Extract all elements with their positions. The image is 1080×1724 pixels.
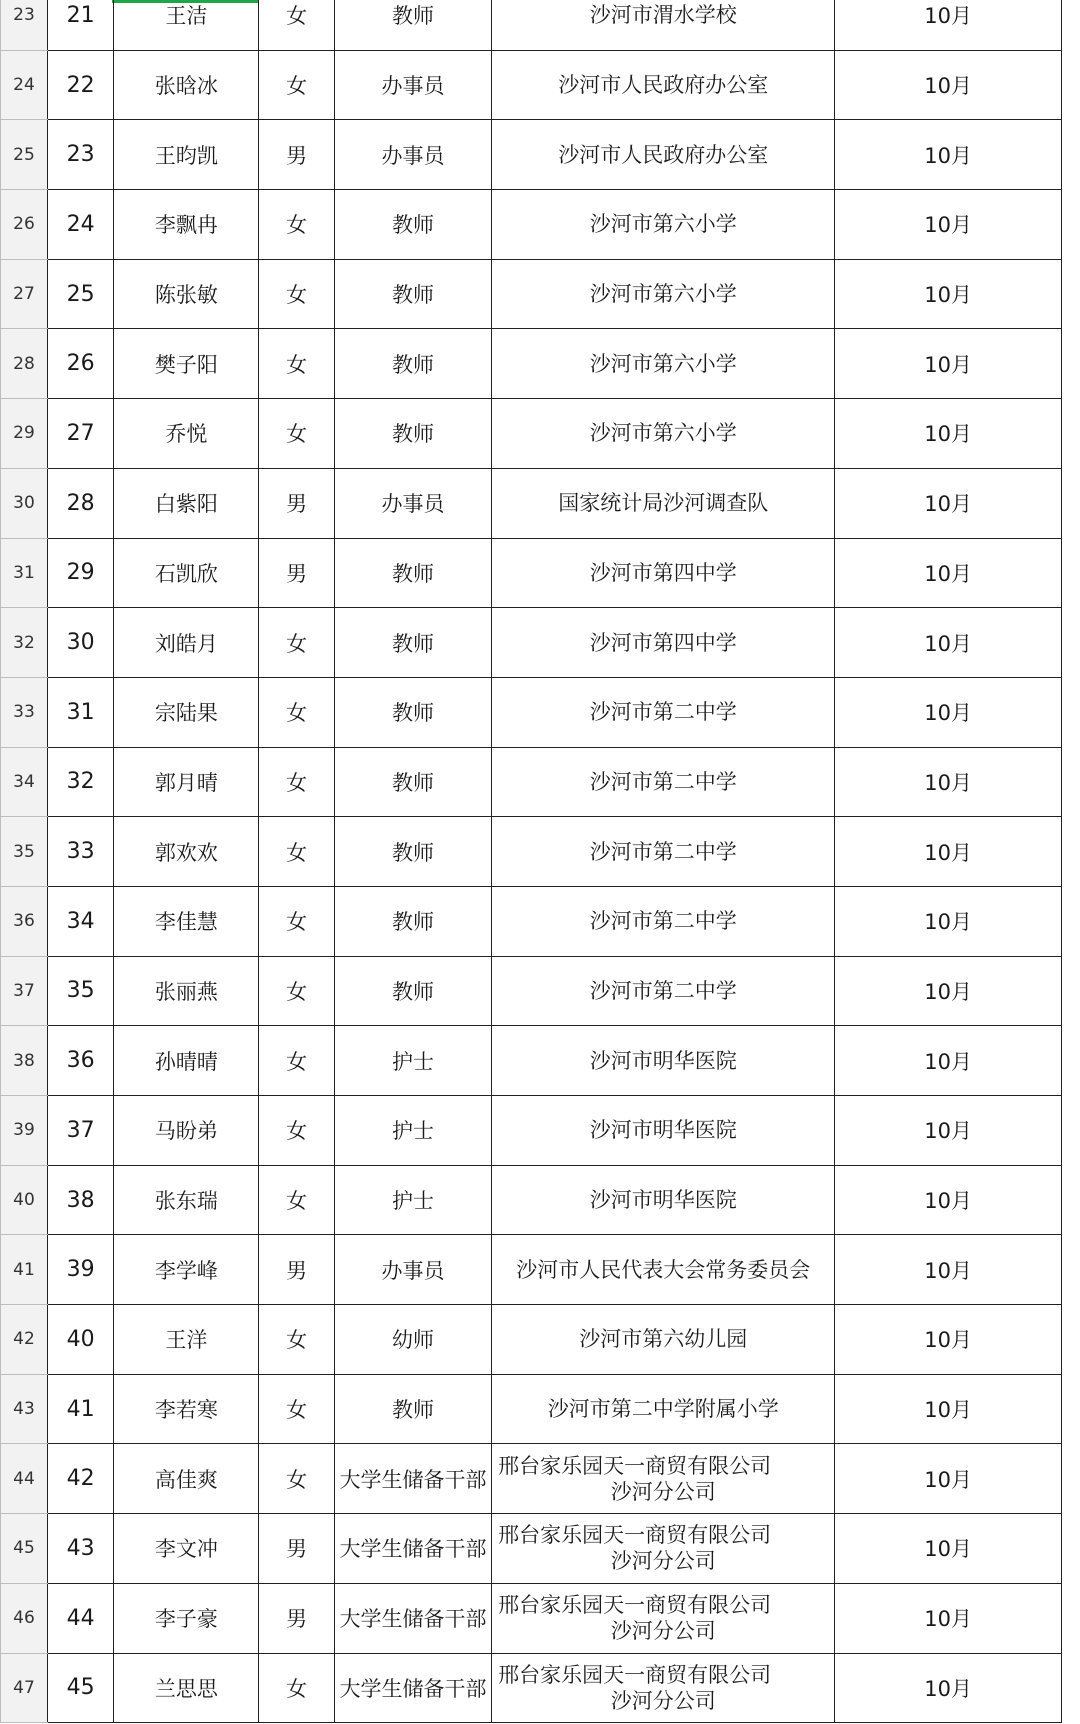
gender-cell[interactable]: 女 [259,956,335,1026]
job-cell[interactable]: 大学生储备干部 [334,1444,491,1514]
row-header[interactable]: 32 [1,608,48,678]
org-cell[interactable] [492,468,835,538]
org-cell[interactable] [492,956,835,1026]
org-cell[interactable] [492,1444,835,1514]
org-line: 沙河分公司 [610,1549,716,1574]
gender-cell[interactable]: 女 [259,399,335,469]
table-row [1,190,1062,260]
table-row [1,538,1062,608]
gender-cell[interactable]: 女 [259,0,335,50]
table-row [1,1096,1062,1166]
table-row [1,747,1062,817]
job-cell[interactable]: 教师 [334,399,491,469]
job-cell[interactable]: 办事员 [334,468,491,538]
row-header[interactable]: 36 [1,886,48,956]
org-line: 沙河市第六小学 [589,212,737,237]
table-row [1,956,1062,1026]
seq-cell[interactable]: 36 [47,1026,113,1096]
month-cell[interactable]: 10月 [835,608,1062,678]
org-cell[interactable] [492,1096,835,1166]
name-cell[interactable]: 李若寒 [114,1374,259,1444]
gender-cell[interactable]: 女 [259,677,335,747]
seq-cell[interactable]: 34 [47,886,113,956]
job-cell[interactable]: 办事员 [334,1235,491,1305]
seq-cell[interactable]: 23 [47,120,113,190]
table-row [1,1583,1062,1653]
org-cell[interactable] [492,747,835,817]
table-row [1,677,1062,747]
name-cell[interactable]: 王昀凯 [114,120,259,190]
name-cell[interactable]: 石凯欣 [114,538,259,608]
job-cell[interactable]: 教师 [334,538,491,608]
name-cell[interactable]: 马盼弟 [114,1096,259,1166]
org-line: 沙河市明华医院 [589,1188,737,1213]
row-header[interactable]: 44 [1,1444,48,1514]
row-header[interactable]: 31 [1,538,48,608]
gender-cell[interactable]: 女 [259,1444,335,1514]
row-header[interactable]: 25 [1,120,48,190]
name-cell[interactable]: 王洋 [114,1305,259,1375]
month-cell[interactable]: 10月 [835,190,1062,260]
gender-cell[interactable]: 女 [259,886,335,956]
gender-cell[interactable]: 男 [259,1514,335,1584]
org-line: 沙河市人民政府办公室 [558,73,769,98]
name-cell[interactable]: 张丽燕 [114,956,259,1026]
gender-cell[interactable]: 女 [259,608,335,678]
job-cell[interactable]: 教师 [334,1374,491,1444]
month-cell[interactable]: 10月 [835,747,1062,817]
name-cell[interactable]: 张晗冰 [114,50,259,120]
job-cell[interactable]: 护士 [334,1165,491,1235]
seq-cell[interactable]: 44 [47,1583,113,1653]
org-line: 沙河市第二中学 [589,839,737,864]
seq-cell[interactable]: 33 [47,817,113,887]
job-cell[interactable]: 教师 [334,677,491,747]
table-row [1,329,1062,399]
month-cell[interactable]: 10月 [835,259,1062,329]
row-header[interactable]: 40 [1,1165,48,1235]
org-line: 邢台家乐园天一商贸有限公司 [498,1523,772,1548]
org-line: 沙河市第二中学 [589,700,737,725]
name-cell[interactable]: 樊子阳 [114,329,259,399]
seq-cell[interactable]: 41 [47,1374,113,1444]
org-cell[interactable] [492,817,835,887]
name-cell[interactable]: 兰思思 [114,1653,259,1723]
name-cell[interactable]: 宗陆果 [114,677,259,747]
row-header[interactable]: 37 [1,956,48,1026]
name-cell[interactable]: 李文冲 [114,1514,259,1584]
job-cell[interactable]: 教师 [334,329,491,399]
org-line: 沙河市第二中学附属小学 [547,1397,779,1422]
row-header[interactable]: 28 [1,329,48,399]
org-line: 沙河市第二中学 [589,909,737,934]
seq-cell[interactable]: 21 [47,0,113,50]
org-cell[interactable] [492,190,835,260]
org-line: 沙河市渭水学校 [589,3,737,28]
org-line: 沙河市第六小学 [589,282,737,307]
seq-cell[interactable]: 29 [47,538,113,608]
job-cell[interactable]: 办事员 [334,120,491,190]
org-cell[interactable] [492,1305,835,1375]
job-cell[interactable]: 教师 [334,259,491,329]
seq-cell[interactable]: 31 [47,677,113,747]
org-line: 国家统计局沙河调查队 [558,491,769,516]
seq-cell[interactable]: 39 [47,1235,113,1305]
month-cell[interactable]: 10月 [835,329,1062,399]
job-cell[interactable]: 教师 [334,956,491,1026]
name-cell[interactable]: 白紫阳 [114,468,259,538]
org-line: 沙河市明华医院 [589,1048,737,1073]
org-line: 沙河市人民代表大会常务委员会 [516,1257,811,1282]
row-header[interactable]: 35 [1,817,48,887]
table-row [1,817,1062,887]
org-line: 沙河分公司 [610,1619,716,1644]
gender-cell[interactable]: 女 [259,1165,335,1235]
org-line: 沙河市第六小学 [589,351,737,376]
month-cell[interactable]: 10月 [835,817,1062,887]
table-row [1,1305,1062,1375]
name-cell[interactable]: 张东瑞 [114,1165,259,1235]
month-cell[interactable]: 10月 [835,1235,1062,1305]
month-cell[interactable]: 10月 [835,886,1062,956]
seq-cell[interactable]: 37 [47,1096,113,1166]
org-cell[interactable] [492,1653,835,1723]
org-cell[interactable] [492,538,835,608]
seq-cell[interactable]: 40 [47,1305,113,1375]
org-line: 沙河分公司 [610,1479,716,1504]
name-cell[interactable]: 李佳慧 [114,886,259,956]
seq-cell[interactable]: 38 [47,1165,113,1235]
org-cell[interactable] [492,1165,835,1235]
row-header[interactable]: 26 [1,190,48,260]
month-cell[interactable]: 10月 [835,1583,1062,1653]
job-cell[interactable]: 护士 [334,1096,491,1166]
table-row [1,1235,1062,1305]
table-body [1,0,1062,1723]
org-cell[interactable] [492,1026,835,1096]
org-cell[interactable] [492,1374,835,1444]
month-cell[interactable]: 10月 [835,399,1062,469]
org-cell[interactable] [492,50,835,120]
name-cell[interactable]: 郭欢欢 [114,817,259,887]
org-cell[interactable] [492,120,835,190]
org-line: 沙河市第四中学 [589,560,737,585]
org-line: 沙河市第六幼儿园 [579,1327,748,1352]
table-row [1,259,1062,329]
seq-cell[interactable]: 24 [47,190,113,260]
seq-cell[interactable]: 28 [47,468,113,538]
gender-cell[interactable]: 男 [259,120,335,190]
seq-cell[interactable]: 32 [47,747,113,817]
month-cell[interactable]: 10月 [835,1444,1062,1514]
job-cell[interactable]: 大学生储备干部 [334,1583,491,1653]
month-cell[interactable]: 10月 [835,1374,1062,1444]
name-cell[interactable]: 乔悦 [114,399,259,469]
table-row [1,1374,1062,1444]
job-cell[interactable]: 教师 [334,817,491,887]
name-cell[interactable]: 王洁 [114,0,259,50]
table-row [1,1514,1062,1584]
gender-cell[interactable]: 女 [259,1305,335,1375]
table-row [1,608,1062,678]
seq-cell[interactable]: 25 [47,259,113,329]
row-header[interactable]: 30 [1,468,48,538]
org-cell[interactable] [492,0,835,50]
job-cell[interactable]: 教师 [334,608,491,678]
table-row [1,0,1062,50]
month-cell[interactable]: 10月 [835,956,1062,1026]
table-row [1,50,1062,120]
row-header[interactable]: 27 [1,259,48,329]
gender-cell[interactable]: 女 [259,329,335,399]
name-cell[interactable]: 李学峰 [114,1235,259,1305]
org-cell[interactable] [492,1235,835,1305]
org-cell[interactable] [492,886,835,956]
org-line: 沙河市第四中学 [589,630,737,655]
row-header[interactable]: 43 [1,1374,48,1444]
gender-cell[interactable]: 女 [259,1026,335,1096]
month-cell[interactable]: 10月 [835,538,1062,608]
row-header[interactable]: 23 [1,0,48,50]
table-row [1,468,1062,538]
row-header[interactable]: 46 [1,1583,48,1653]
seq-cell[interactable]: 42 [47,1444,113,1514]
table-row [1,886,1062,956]
job-cell[interactable]: 教师 [334,886,491,956]
job-cell[interactable]: 教师 [334,0,491,50]
org-line: 沙河分公司 [610,1688,716,1713]
gender-cell[interactable]: 女 [259,50,335,120]
seq-cell[interactable]: 43 [47,1514,113,1584]
seq-cell[interactable]: 35 [47,956,113,1026]
job-cell[interactable]: 大学生储备干部 [334,1514,491,1584]
gender-cell[interactable]: 男 [259,1583,335,1653]
seq-cell[interactable]: 27 [47,399,113,469]
table-row [1,1653,1062,1723]
month-cell[interactable]: 10月 [835,468,1062,538]
gender-cell[interactable]: 女 [259,190,335,260]
job-cell[interactable]: 大学生储备干部 [334,1653,491,1723]
name-cell[interactable]: 李飘冉 [114,190,259,260]
month-cell[interactable]: 10月 [835,677,1062,747]
row-header[interactable]: 42 [1,1305,48,1375]
org-line: 邢台家乐园天一商贸有限公司 [498,1453,772,1478]
org-cell[interactable] [492,1583,835,1653]
org-line: 沙河市人民政府办公室 [558,142,769,167]
month-cell[interactable]: 10月 [835,1305,1062,1375]
row-header[interactable]: 24 [1,50,48,120]
name-cell[interactable]: 刘皓月 [114,608,259,678]
seq-cell[interactable]: 45 [47,1653,113,1723]
name-cell[interactable]: 高佳爽 [114,1444,259,1514]
org-line: 沙河市明华医院 [589,1118,737,1143]
name-cell[interactable]: 陈张敏 [114,259,259,329]
org-line: 沙河市第二中学 [589,978,737,1003]
job-cell[interactable]: 幼师 [334,1305,491,1375]
month-cell[interactable]: 10月 [835,1096,1062,1166]
org-cell[interactable] [492,399,835,469]
org-line: 沙河市第二中学 [589,769,737,794]
seq-cell[interactable]: 30 [47,608,113,678]
row-header[interactable]: 34 [1,747,48,817]
month-cell[interactable]: 10月 [835,1165,1062,1235]
table-row [1,1444,1062,1514]
gender-cell[interactable]: 女 [259,1374,335,1444]
org-cell[interactable] [492,1514,835,1584]
month-cell[interactable]: 10月 [835,1514,1062,1584]
month-cell[interactable]: 10月 [835,120,1062,190]
row-header[interactable]: 47 [1,1653,48,1723]
gender-cell[interactable]: 男 [259,1235,335,1305]
gender-cell[interactable]: 女 [259,817,335,887]
name-cell[interactable]: 李子豪 [114,1583,259,1653]
row-header[interactable]: 39 [1,1096,48,1166]
table-row [1,120,1062,190]
org-line: 邢台家乐园天一商贸有限公司 [498,1662,772,1687]
row-header[interactable]: 33 [1,677,48,747]
seq-cell[interactable]: 26 [47,329,113,399]
org-cell[interactable] [492,677,835,747]
job-cell[interactable]: 办事员 [334,50,491,120]
seq-cell[interactable]: 22 [47,50,113,120]
row-header[interactable]: 41 [1,1235,48,1305]
gender-cell[interactable]: 女 [259,1653,335,1723]
job-cell[interactable]: 护士 [334,1026,491,1096]
job-cell[interactable]: 教师 [334,190,491,260]
gender-cell[interactable]: 女 [259,747,335,817]
gender-cell[interactable]: 男 [259,538,335,608]
org-cell[interactable] [492,259,835,329]
job-cell[interactable]: 教师 [334,747,491,817]
gender-cell[interactable]: 男 [259,468,335,538]
name-cell[interactable]: 孙晴晴 [114,1026,259,1096]
row-header[interactable]: 45 [1,1514,48,1584]
month-cell[interactable]: 10月 [835,1026,1062,1096]
org-line: 邢台家乐园天一商贸有限公司 [498,1593,772,1618]
month-cell[interactable]: 10月 [835,1653,1062,1723]
month-cell[interactable]: 10月 [835,50,1062,120]
org-cell[interactable] [492,329,835,399]
org-cell[interactable] [492,608,835,678]
row-header[interactable]: 29 [1,399,48,469]
table-row [1,399,1062,469]
month-cell[interactable]: 10月 [835,0,1062,50]
row-header[interactable]: 38 [1,1026,48,1096]
org-line: 沙河市第六小学 [589,421,737,446]
name-cell[interactable]: 郭月晴 [114,747,259,817]
gender-cell[interactable]: 女 [259,259,335,329]
table-row [1,1026,1062,1096]
table-row [1,1165,1062,1235]
gender-cell[interactable]: 女 [259,1096,335,1166]
